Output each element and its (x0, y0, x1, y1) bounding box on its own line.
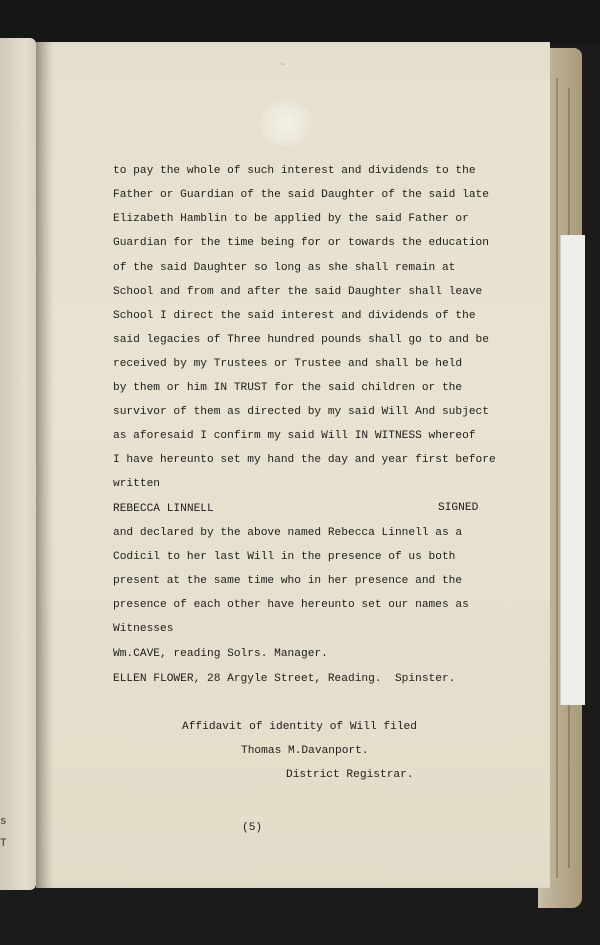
binding-gutter (36, 42, 54, 888)
signed-label: SIGNED (438, 502, 479, 514)
attestation-line: Witnesses (113, 623, 174, 635)
body-line: of the said Daughter so long as she shall remain at (113, 262, 456, 274)
page-edge-line (556, 78, 558, 878)
left-page-fragment: T (0, 838, 7, 850)
page-number: (5) (242, 822, 263, 834)
affidavit-line: Affidavit of identity of Will filed (182, 721, 417, 733)
body-line: School and from and after the said Daughter shall leave (113, 286, 483, 298)
body-line: Elizabeth Hamblin to be applied by the said Father or (113, 213, 469, 225)
body-line: received by my Trustees or Trustee and shall be held (113, 358, 463, 370)
body-line: School I direct the said interest and dividends of the (113, 310, 476, 322)
attestation-line: presence of each other have hereunto set our names as (113, 599, 469, 611)
registrar-title: District Registrar. (286, 769, 414, 781)
body-line: survivor of them as directed by my said Will And subject (113, 406, 489, 418)
body-line: to pay the whole of such interest and dividends to the (113, 165, 476, 177)
signatory-name: REBECCA LINNELL (113, 503, 214, 515)
witness-2: ELLEN FLOWER, 28 Argyle Street, Reading. Spinster. (113, 673, 456, 685)
background-top (0, 0, 600, 45)
body-line: written (113, 478, 160, 490)
left-page-edge (0, 38, 36, 890)
body-line: Guardian for the time being for or towards the education (113, 237, 489, 249)
attestation-line: Codicil to her last Will in the presence of us both (113, 551, 456, 563)
attestation-line: and declared by the above named Rebecca Linnell as a (113, 527, 463, 539)
body-line: Father or Guardian of the said Daughter of the said late (113, 189, 489, 201)
document-page (36, 42, 550, 888)
folio-mark: ~ (280, 61, 285, 70)
body-line: I have hereunto set my hand the day and year first before (113, 454, 496, 466)
embossed-seal (260, 100, 312, 146)
witness-1: Wm.CAVE, reading Solrs. Manager. (113, 648, 328, 660)
inserted-slip (560, 235, 585, 705)
attestation-line: present at the same time who in her presence and the (113, 575, 463, 587)
body-line: by them or him IN TRUST for the said children or the (113, 382, 463, 394)
body-line: said legacies of Three hundred pounds shall go to and be (113, 334, 489, 346)
left-page-fragment: s (0, 816, 7, 828)
registrar-name: Thomas M.Davanport. (241, 745, 369, 757)
body-line: as aforesaid I confirm my said Will IN WITNESS whereof (113, 430, 476, 442)
